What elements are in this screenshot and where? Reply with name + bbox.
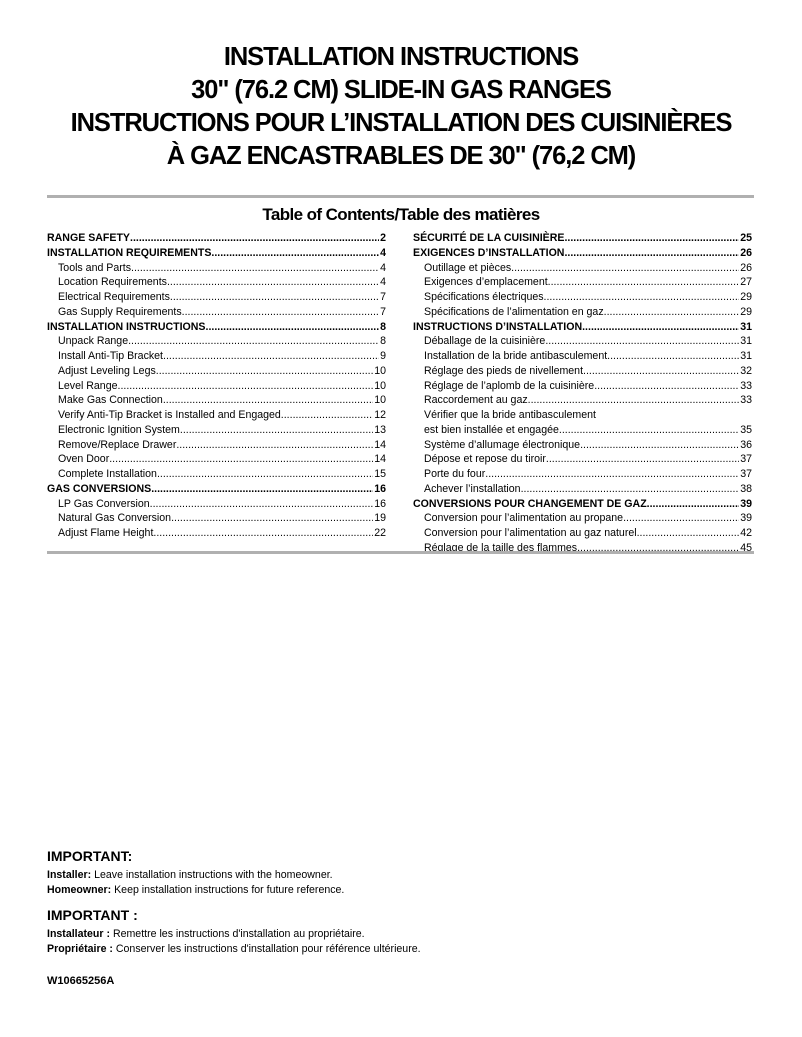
toc-page-number: 19: [374, 512, 386, 525]
toc-page-number: 9: [380, 350, 386, 362]
toc-entry-label: est bien installée et engagée: [424, 423, 559, 436]
toc-leader-dots: [128, 334, 379, 349]
toc-entry[interactable]: [47, 438, 386, 453]
toc-page-number: 7: [380, 291, 386, 303]
bottom-divider: [47, 551, 754, 554]
toc-section-entry[interactable]: [413, 320, 752, 335]
toc-page-number: 31: [740, 350, 752, 362]
toc-page-number: 13: [374, 423, 386, 436]
title-line-en-1: INSTALLATION INSTRUCTIONS: [223, 41, 579, 71]
toc-entry-label: Location Requirements: [58, 276, 167, 289]
toc-entry-label: Réglage des pieds de nivellement: [424, 364, 584, 377]
toc-page-number: 39: [740, 497, 752, 510]
toc-entry-label: Gas Supply Requirements: [58, 305, 182, 318]
toc-page-number: 4: [380, 261, 386, 274]
toc-leader-dots: [150, 497, 374, 512]
toc-page-number: 7: [380, 305, 386, 318]
toc-page-number: 4: [380, 246, 386, 259]
toc-entry-label: Natural Gas Conversion: [58, 512, 172, 525]
toc-entry-line[interactable]: [413, 408, 752, 423]
toc-page-number: 26: [740, 246, 752, 259]
toc-leader-dots: [182, 305, 379, 320]
toc-leader-dots: [171, 511, 373, 526]
toc-entry-label: GAS CONVERSIONS: [47, 482, 152, 495]
toc-entry-label: Make Gas Connection: [58, 394, 163, 407]
toc-entry[interactable]: [47, 305, 386, 320]
title-line-fr-2: À GAZ ENCASTRABLES DE 30" (76,2 CM): [166, 140, 636, 170]
part-number: W10665256A: [47, 975, 115, 987]
toc-leader-dots: [647, 497, 740, 512]
toc-entry[interactable]: [47, 467, 386, 482]
toc-page-number: 4: [380, 276, 386, 289]
toc-page-number: 10: [374, 364, 386, 377]
toc-entry[interactable]: [413, 334, 752, 349]
toc-leader-dots: [594, 379, 739, 394]
toc-page-number: 12: [374, 409, 386, 421]
important-line-proprietaire: Propriétaire : Conserver les instructions d'installation pour référence ultérieure.: [47, 942, 421, 955]
toc-page-number: 2: [380, 232, 386, 244]
toc-section-entry[interactable]: [413, 231, 752, 246]
toc-entry[interactable]: [413, 379, 752, 394]
toc-entry-label: Réglage de la taille des flammes: [424, 541, 578, 554]
toc-leader-dots: [157, 467, 373, 482]
toc-entry-label: Electronic Ignition System: [58, 423, 180, 436]
toc-leader-dots: [582, 320, 739, 335]
toc-section-entry[interactable]: [47, 231, 386, 246]
toc-entry[interactable]: [47, 497, 386, 512]
toc-leader-dots: [580, 438, 739, 453]
toc-leader-dots: [546, 452, 739, 467]
important-line-installateur: Installateur : Remettre les instructions d'installation au propriétaire.: [47, 928, 365, 940]
toc-leader-dots: [511, 261, 739, 276]
toc-leader-dots: [151, 482, 373, 497]
toc-entry[interactable]: [47, 379, 386, 394]
toc-entry-label: Installation de la bride antibasculement: [424, 350, 608, 362]
toc-entry-label: Spécifications électriques: [424, 291, 544, 303]
toc-entry[interactable]: [413, 482, 752, 497]
toc-english-column: [47, 231, 386, 541]
toc-entry[interactable]: [47, 511, 386, 526]
toc-entry[interactable]: [47, 452, 386, 467]
toc-entry[interactable]: [413, 261, 752, 276]
title-line-fr-1: INSTRUCTIONS POUR L’INSTALLATION DES CUISINIÈRES: [70, 107, 732, 137]
toc-page-number: 33: [740, 379, 752, 392]
toc-leader-dots: [130, 231, 379, 246]
toc-entry[interactable]: [413, 452, 752, 467]
toc-entry-label: Exigences d’emplacement: [424, 276, 548, 289]
toc-page-number: 29: [740, 291, 752, 303]
toc-leader-dots: [163, 393, 373, 408]
toc-leader-dots: [528, 393, 740, 408]
toc-entry-label: Verify Anti-Tip Bracket is Installed and Engaged: [58, 409, 281, 421]
toc-leader-dots: [544, 290, 740, 305]
toc-leader-dots: [163, 349, 379, 364]
toc-leader-dots: [564, 246, 739, 261]
toc-leader-dots: [109, 452, 373, 467]
toc-entry-label: Système d’allumage électronique: [424, 438, 581, 451]
toc-entry[interactable]: [413, 290, 752, 305]
toc-entry-label: Porte du four: [424, 468, 486, 480]
toc-entry[interactable]: [47, 423, 386, 438]
toc-entry[interactable]: [47, 526, 386, 541]
toc-entry[interactable]: [413, 511, 752, 526]
toc-entry[interactable]: [413, 275, 752, 290]
toc-entry-label: INSTRUCTIONS D’INSTALLATION: [413, 320, 583, 333]
toc-leader-dots: [211, 246, 379, 261]
toc-leader-dots: [180, 423, 373, 438]
toc-leader-dots: [176, 438, 373, 453]
toc-entry-label: Remove/Replace Drawer: [58, 438, 177, 451]
toc-page-number: 31: [740, 320, 752, 333]
important-line-installer: Installer: Leave installation instructions with the homeowner.: [47, 869, 333, 881]
toc-page-number: 26: [740, 261, 752, 274]
toc-entry[interactable]: [47, 261, 386, 276]
toc-entry[interactable]: [47, 290, 386, 305]
toc-page-number: 16: [374, 482, 386, 495]
toc-french-column: [413, 231, 752, 556]
toc-entry[interactable]: [47, 349, 386, 364]
title-line-en-2: 30" (76.2 CM) SLIDE-IN GAS RANGES: [191, 74, 611, 104]
toc-entry-label: RANGE SAFETY: [47, 232, 130, 244]
toc-entry[interactable]: [47, 393, 386, 408]
toc-entry[interactable]: [413, 364, 752, 379]
important-notice-english: [47, 847, 747, 897]
toc-entry-label: Adjust Leveling Legs: [58, 364, 156, 377]
toc-entry-label: Dépose et repose du tiroir: [424, 453, 546, 466]
important-heading-fr: IMPORTANT :: [47, 907, 138, 923]
toc-page-number: 8: [380, 335, 386, 348]
toc-entry-label: Unpack Range: [58, 335, 129, 348]
toc-leader-dots: [206, 320, 380, 335]
toc-leader-dots: [607, 349, 739, 364]
toc-leader-dots: [167, 275, 379, 290]
toc-section-entry[interactable]: [47, 246, 386, 261]
toc-entry-label: Complete Installation: [58, 468, 157, 480]
toc-page-number: 39: [740, 512, 752, 525]
toc-leader-dots: [583, 364, 739, 379]
toc-page-number: 14: [374, 453, 386, 466]
toc-leader-dots: [485, 467, 739, 482]
toc-page-number: 25: [740, 232, 752, 244]
toc-entry-label: Raccordement au gaz: [424, 394, 528, 407]
toc-page-number: 29: [740, 305, 752, 318]
toc-entry-label: Achever l’installation: [424, 482, 521, 495]
toc-leader-dots: [118, 379, 374, 394]
toc-page-number: 37: [740, 453, 752, 466]
toc-page-number: 22: [374, 527, 386, 539]
toc-entry[interactable]: [413, 393, 752, 408]
toc-entry-label: Outillage et pièces: [424, 261, 512, 274]
toc-section-entry[interactable]: [413, 246, 752, 261]
toc-entry-label: Conversion pour l’alimentation au propane: [424, 512, 624, 525]
toc-entry[interactable]: [413, 526, 752, 541]
toc-page-number: 15: [374, 468, 386, 480]
document-title: [0, 40, 802, 172]
toc-page-number: 33: [740, 394, 752, 407]
toc-leader-dots: [637, 526, 740, 541]
toc-entry-label: LP Gas Conversion: [58, 497, 150, 510]
toc-entry-label: EXIGENCES D’INSTALLATION: [413, 246, 565, 259]
toc-entry[interactable]: [47, 275, 386, 290]
toc-leader-dots: [545, 334, 739, 349]
toc-entry-label: Vérifier que la bride antibasculement: [424, 409, 596, 421]
toc-leader-dots: [170, 290, 379, 305]
toc-leader-dots: [156, 364, 373, 379]
toc-leader-dots: [548, 275, 740, 290]
top-divider: [47, 195, 754, 198]
toc-section-entry[interactable]: [47, 482, 386, 497]
toc-page-number: 8: [380, 320, 386, 333]
toc-entry[interactable]: [47, 334, 386, 349]
toc-entry-label: Réglage de l’aplomb de la cuisinière: [424, 379, 595, 392]
toc-page-number: 14: [374, 438, 386, 451]
toc-entry[interactable]: [47, 364, 386, 379]
toc-page-number: 10: [374, 379, 386, 392]
toc-page-number: 37: [740, 468, 752, 480]
toc-heading: Table of Contents/Table des matières: [262, 205, 540, 224]
toc-entry-label: Tools and Parts: [58, 261, 132, 274]
toc-entry-label: Adjust Flame Height: [58, 527, 154, 539]
toc-entry[interactable]: [413, 349, 752, 364]
toc-page-number: 27: [740, 276, 752, 289]
toc-entry-label: Install Anti-Tip Bracket: [58, 350, 163, 362]
toc-entry-label: Déballage de la cuisinière: [424, 335, 546, 348]
toc-leader-dots: [604, 305, 740, 320]
toc-entry[interactable]: [413, 423, 752, 438]
toc-page-number: 31: [740, 335, 752, 348]
toc-page-number: 10: [374, 394, 386, 407]
toc-page-number: 36: [740, 438, 752, 451]
important-line-homeowner: Homeowner: Keep installation instructions for future reference.: [47, 883, 345, 896]
toc-entry-label: CONVERSIONS POUR CHANGEMENT DE GAZ: [413, 497, 647, 510]
toc-leader-dots: [623, 511, 739, 526]
toc-entry-label: INSTALLATION INSTRUCTIONS: [47, 320, 206, 333]
toc-leader-dots: [564, 231, 739, 246]
toc-leader-dots: [521, 482, 740, 497]
toc-page-number: 38: [740, 482, 752, 495]
toc-page-number: 45: [740, 541, 752, 554]
toc-leader-dots: [153, 526, 373, 541]
toc-entry-label: SÉCURITÉ DE LA CUISINIÈRE: [413, 232, 565, 244]
toc-section-entry[interactable]: [413, 497, 752, 512]
toc-leader-dots: [559, 423, 739, 438]
important-notice-french: [47, 906, 747, 956]
toc-entry[interactable]: [413, 305, 752, 320]
toc-entry[interactable]: [413, 438, 752, 453]
toc-entry-label: Conversion pour l’alimentation au gaz naturel: [424, 527, 637, 539]
toc-entry-label: Oven Door: [58, 453, 110, 466]
toc-leader-dots: [131, 261, 379, 276]
toc-entry[interactable]: [47, 408, 386, 423]
toc-entry-label: INSTALLATION REQUIREMENTS: [47, 246, 212, 259]
toc-page-number: 16: [374, 497, 386, 510]
toc-page-number: 35: [740, 423, 752, 436]
toc-leader-dots: [281, 408, 373, 423]
toc-page-number: 32: [740, 364, 752, 377]
toc-section-entry[interactable]: [47, 320, 386, 335]
toc-entry-label: Level Range: [58, 379, 118, 392]
toc-page-number: 42: [740, 527, 752, 539]
toc-entry-label: Spécifications de l’alimentation en gaz: [424, 305, 604, 318]
important-heading: IMPORTANT:: [47, 848, 133, 864]
toc-entry-label: Electrical Requirements: [58, 291, 170, 303]
toc-entry[interactable]: [413, 467, 752, 482]
